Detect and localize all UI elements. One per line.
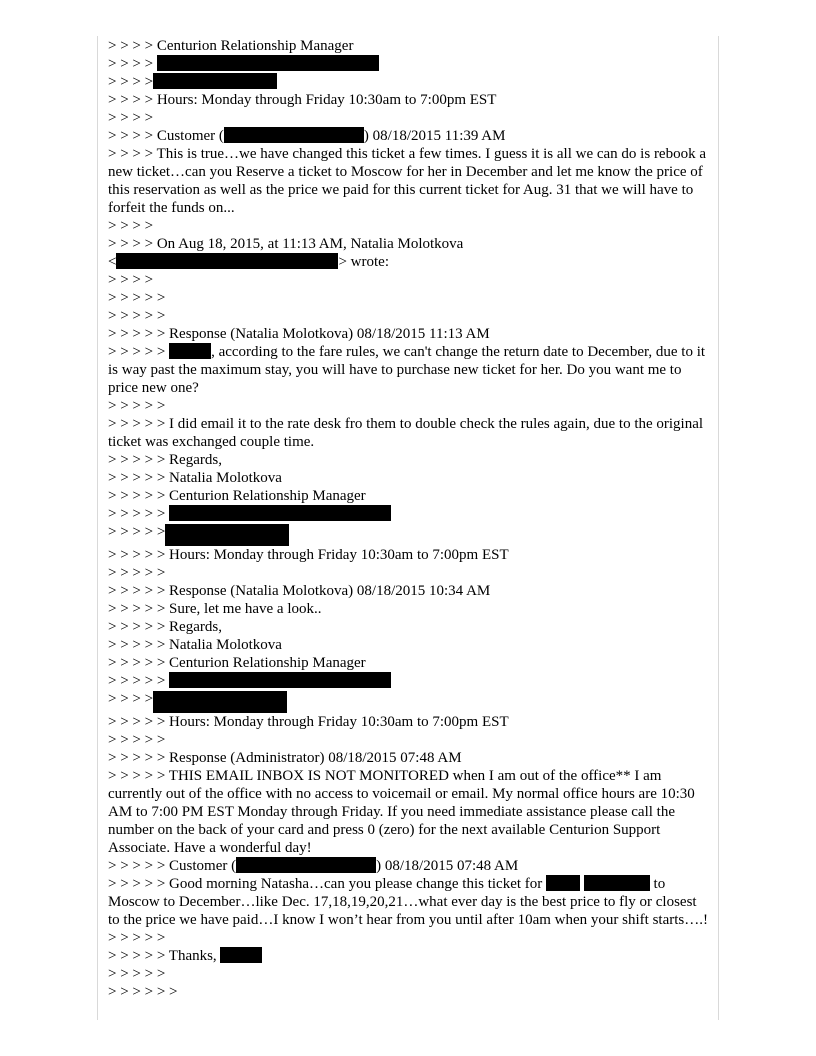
redaction-box bbox=[116, 253, 338, 269]
redaction-box bbox=[236, 857, 376, 873]
redaction-box bbox=[169, 505, 391, 521]
email-line: < > wrote: bbox=[108, 254, 389, 270]
email-paragraph: > > > > > , according to the fare rules, we can't change the return date to December, due to it is way past the maximum stay, you will have to purchase new ticket for her. Do you want me to price new one? bbox=[108, 344, 709, 396]
email-line: > > > > > bbox=[108, 930, 166, 946]
email-paragraph: > > > > > Good morning Natasha…can you please change this ticket for to Moscow to December…like Dec. 17,18,19,20,21…what ever day is the best price to fly or closest to the price we have paid…I know I won’t hear from you until after 10am when your shift starts….! bbox=[108, 876, 708, 928]
page-border-right bbox=[718, 36, 719, 1020]
email-line: > > > > > Response (Natalia Molotkova) 08/18/2015 11:13 AM bbox=[108, 326, 490, 342]
redaction-box bbox=[153, 73, 277, 89]
email-line: > > > > On Aug 18, 2015, at 11:13 AM, Natalia Molotkova bbox=[108, 236, 464, 252]
email-line: > > > > bbox=[108, 690, 708, 713]
redaction-box bbox=[169, 672, 391, 688]
email-line: > > > > bbox=[108, 218, 154, 234]
email-line: > > > > > Centurion Relationship Manager bbox=[108, 488, 366, 504]
email-line: > > > > > bbox=[108, 290, 166, 306]
email-line: > > > > > Natalia Molotkova bbox=[108, 637, 282, 653]
email-line: > > > > > Hours: Monday through Friday 10:30am to 7:00pm EST bbox=[108, 714, 509, 730]
email-line: > > > > > Response (Natalia Molotkova) 08/18/2015 10:34 AM bbox=[108, 583, 491, 599]
email-line: > > > > > bbox=[108, 523, 708, 546]
email-line: > > > > > Sure, let me have a look.. bbox=[108, 601, 322, 617]
redaction-box bbox=[165, 524, 289, 546]
email-line: > > > > > > bbox=[108, 984, 178, 1000]
email-paragraph: > > > > > I did email it to the rate desk fro them to double check the rules again, due to the original ticket was exchanged couple time. bbox=[108, 416, 707, 450]
email-thread bbox=[108, 37, 708, 1001]
email-line: > > > > > bbox=[108, 565, 166, 581]
redaction-box bbox=[584, 875, 650, 891]
email-line: > > > > > bbox=[108, 732, 166, 748]
email-line: > > > > > Hours: Monday through Friday 10:30am to 7:00pm EST bbox=[108, 547, 509, 563]
email-line: > > > > > Natalia Molotkova bbox=[108, 470, 282, 486]
redaction-box bbox=[157, 55, 379, 71]
email-line: > > > > > bbox=[108, 966, 166, 982]
redaction-box bbox=[169, 343, 211, 359]
email-line: > > > > Customer ( ) 08/18/2015 11:39 AM bbox=[108, 128, 506, 144]
email-line: > > > > > bbox=[108, 672, 708, 690]
email-line: > > > > > Thanks, bbox=[108, 947, 708, 965]
email-line: > > > > Centurion Relationship Manager bbox=[108, 38, 354, 54]
email-paragraph: > > > > This is true…we have changed this ticket a few times. I guess it is all we can do is rebook a new ticket…can you Reserve a ticket to Moscow for her in December and let me know the price of this reservation as well as the price we paid for this current ticket for Aug. 31 that we will have to forfeit the funds on... bbox=[108, 146, 710, 216]
email-line: > > > > Hours: Monday through Friday 10:30am to 7:00pm EST bbox=[108, 92, 497, 108]
email-line: > > > > > Response (Administrator) 08/18/2015 07:48 AM bbox=[108, 750, 462, 766]
email-paragraph: > > > > > THIS EMAIL INBOX IS NOT MONITORED when I am out of the office** I am currently out of the office with no access to voicemail or email. My normal office hours are 10:30 AM to 7:00 PM EST Monday through Friday. If you need immediate assistance please call the number on the back of your card and press 0 (zero) for the next available Centurion Support Associate. Have a wonderful day! bbox=[108, 768, 698, 856]
email-line: > > > > > Centurion Relationship Manager bbox=[108, 655, 366, 671]
page-border-left bbox=[97, 36, 98, 1020]
email-line: > > > > > Regards, bbox=[108, 619, 222, 635]
redaction-box bbox=[153, 691, 287, 713]
redaction-box bbox=[546, 875, 580, 891]
email-line: > > > > > Regards, bbox=[108, 452, 222, 468]
email-line: > > > > bbox=[108, 272, 154, 288]
redaction-box bbox=[220, 947, 262, 963]
redaction-box bbox=[224, 127, 364, 143]
email-line: > > > > bbox=[108, 110, 154, 126]
email-line: > > > > > bbox=[108, 308, 166, 324]
email-line: > > > > bbox=[108, 73, 708, 91]
email-line: > > > > > bbox=[108, 398, 166, 414]
email-line: > > > > > Customer ( ) 08/18/2015 07:48 AM bbox=[108, 858, 519, 874]
email-line: > > > > > bbox=[108, 505, 708, 523]
email-line: > > > > bbox=[108, 55, 708, 73]
